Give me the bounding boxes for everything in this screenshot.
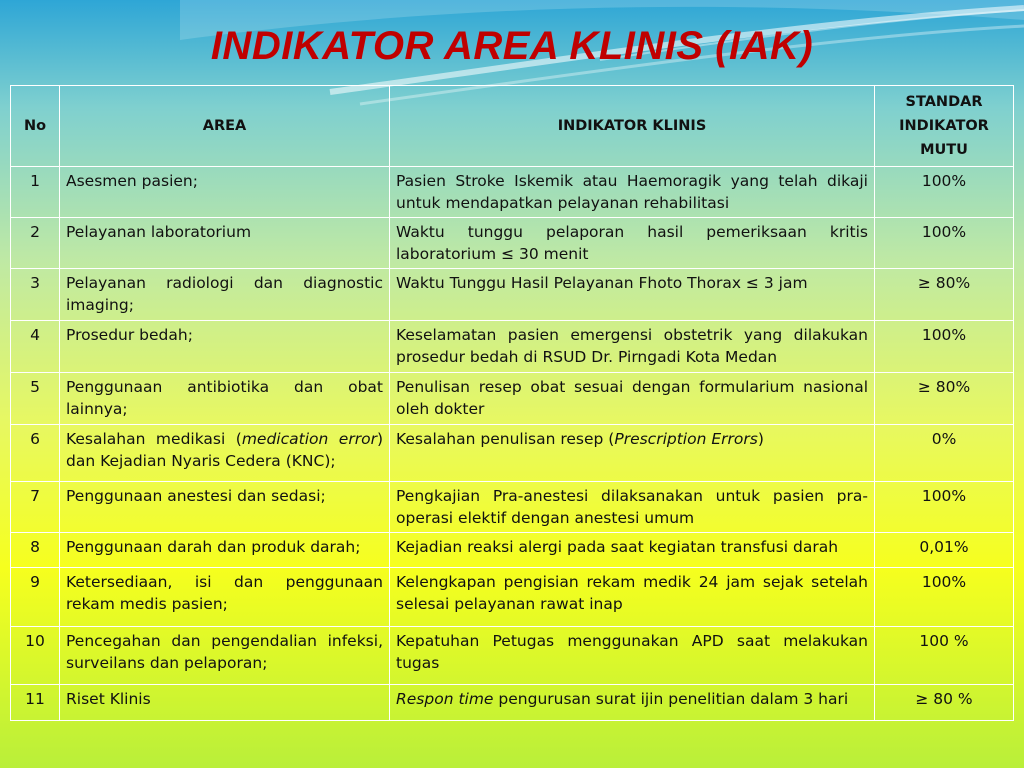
- header-no: No: [11, 86, 60, 167]
- row-indikator: Pasien Stroke Iskemik atau Haemoragik yang telah dikaji untuk mendapatkan pelayanan rehabilitasi: [390, 167, 875, 218]
- table-row: [11, 373, 1014, 425]
- row-number: 9: [11, 568, 60, 627]
- row-number: 5: [11, 373, 60, 425]
- row-number: 6: [11, 425, 60, 482]
- row-number: 7: [11, 482, 60, 533]
- row-number: 1: [11, 167, 60, 218]
- table-row: [11, 321, 1014, 373]
- row-standar: 100%: [875, 218, 1014, 269]
- row-indikator: Keselamatan pasien emergensi obstetrik yang dilakukan prosedur bedah di RSUD Dr. Pirngadi Kota Medan: [390, 321, 875, 373]
- row-standar: ≥ 80 %: [875, 685, 1014, 721]
- row-area-italic-term: medication error: [241, 430, 377, 448]
- row-standar: 100%: [875, 568, 1014, 627]
- row-area: Penggunaan antibiotika dan obat lainnya;: [60, 373, 390, 425]
- row-indikator: Kepatuhan Petugas menggunakan APD saat melakukan tugas: [390, 627, 875, 685]
- slide-title: INDIKATOR AREA KLINIS (IAK): [210, 24, 814, 68]
- table-row: [11, 269, 1014, 321]
- row-area-text: ) dan Kejadian Nyaris Cedera (KNC);: [66, 430, 383, 470]
- table-row: [11, 218, 1014, 269]
- row-number: 4: [11, 321, 60, 373]
- row-number: 8: [11, 533, 60, 568]
- row-area: Pelayanan laboratorium: [60, 218, 390, 269]
- row-indikator: Waktu Tunggu Hasil Pelayanan Fhoto Thorax ≤ 3 jam: [390, 269, 875, 321]
- table-header-row: [11, 86, 1014, 167]
- row-area: Ketersediaan, isi dan penggunaan rekam medis pasien;: [60, 568, 390, 627]
- row-indikator: Kejadian reaksi alergi pada saat kegiatan transfusi darah: [390, 533, 875, 568]
- row-indikator-text: Kesalahan penulisan resep (: [396, 430, 615, 448]
- row-indikator: Pengkajian Pra-anestesi dilaksanakan untuk pasien pra-operasi elektif dengan anestesi umum: [390, 482, 875, 533]
- row-standar: 100%: [875, 167, 1014, 218]
- row-indikator: Kelengkapan pengisian rekam medik 24 jam sejak setelah selesai pelayanan rawat inap: [390, 568, 875, 627]
- row-standar: 100 %: [875, 627, 1014, 685]
- table-row: [11, 627, 1014, 685]
- row-standar: 100%: [875, 321, 1014, 373]
- row-area-text: Kesalahan medikasi (: [66, 430, 242, 448]
- row-number: 2: [11, 218, 60, 269]
- header-standar-indikator-mutu: STANDAR INDIKATOR MUTU: [875, 86, 1014, 167]
- row-area: Asesmen pasien;: [60, 167, 390, 218]
- row-standar: 0,01%: [875, 533, 1014, 568]
- row-standar: 100%: [875, 482, 1014, 533]
- table-row: [11, 533, 1014, 568]
- table-row: [11, 482, 1014, 533]
- table-row: [11, 568, 1014, 627]
- indikator-table: [10, 85, 1014, 721]
- row-indikator-italic-term: Prescription Errors: [614, 430, 758, 448]
- row-area: Pencegahan dan pengendalian infeksi, surveilans dan pelaporan;: [60, 627, 390, 685]
- row-number: 10: [11, 627, 60, 685]
- row-area: Penggunaan anestesi dan sedasi;: [60, 482, 390, 533]
- row-indikator: [390, 685, 875, 721]
- table-row: [11, 685, 1014, 721]
- row-standar: 0%: [875, 425, 1014, 482]
- table-row: [11, 425, 1014, 482]
- row-indikator-text: ): [757, 430, 764, 448]
- row-standar: ≥ 80%: [875, 269, 1014, 321]
- header-area: AREA: [60, 86, 390, 167]
- row-indikator: Waktu tunggu pelaporan hasil pemeriksaan kritis laboratorium ≤ 30 menit: [390, 218, 875, 269]
- row-area: Pelayanan radiologi dan diagnostic imaging;: [60, 269, 390, 321]
- row-area: Riset Klinis: [60, 685, 390, 721]
- row-area: [60, 425, 390, 482]
- row-area: Penggunaan darah dan produk darah;: [60, 533, 390, 568]
- table-row: [11, 167, 1014, 218]
- header-indikator-klinis: INDIKATOR KLINIS: [390, 86, 875, 167]
- row-indikator: [390, 425, 875, 482]
- row-indikator: Penulisan resep obat sesuai dengan formularium nasional oleh dokter: [390, 373, 875, 425]
- row-number: 11: [11, 685, 60, 721]
- row-number: 3: [11, 269, 60, 321]
- row-area: Prosedur bedah;: [60, 321, 390, 373]
- row-indikator-text: pengurusan surat ijin penelitian dalam 3 hari: [493, 690, 849, 708]
- row-indikator-italic-term: Respon time: [396, 690, 494, 708]
- row-standar: ≥ 80%: [875, 373, 1014, 425]
